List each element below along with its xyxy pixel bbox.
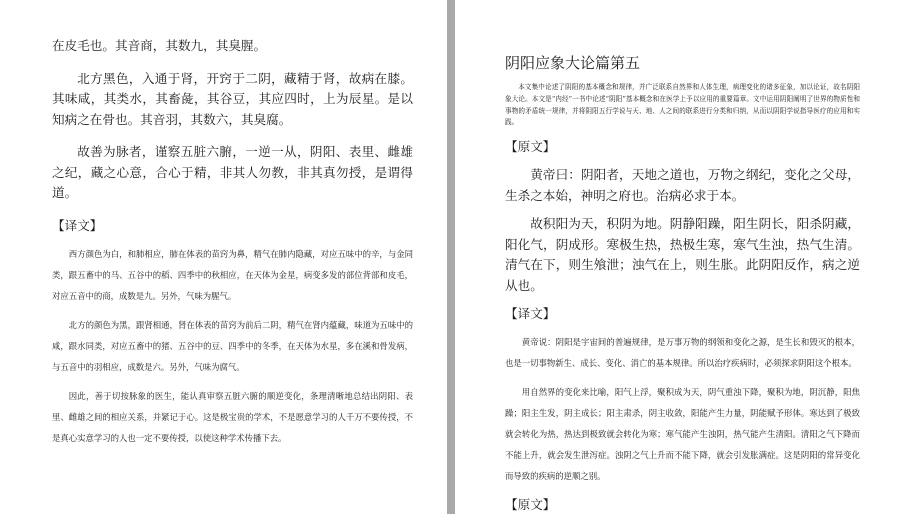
section-heading-translation: 【译文】 [52,217,103,233]
section-heading-original-2: 【原文】 [505,497,556,513]
original-text-1: 黄帝曰：阴阳者，天地之道也，万物之纲纪，变化之父母，生杀之本始，神明之府也。治病必求于本。 [505,167,860,203]
classic-text-north: 北方黑色，入通于肾，开窍于二阴，藏精于肾，故病在膝。其味咸，其类水，其畜彘，其谷豆，其应四时，上为辰星。是以知病之在骨也。其音羽，其数六，其臭腐。 [52,70,413,127]
chapter-intro: 本文集中论述了阴阳的基本概念和规律，并广泛联系自然界和人体生理，病理变化的诸多征象，加以论证，故名阴阳象大论。本文是“内经”一书中论述“阴阳”基本概念和在医学上予以应用的重要篇章。文中运用阴阳阐明了世界的物质性和事物的矛盾统一规律，并将阴阳五行学说与天、地、人之间的联系进行分类和归纳，从而以阴阳学说指导医疗的应用和实践。 [505,83,860,127]
left-page [0,0,447,514]
translation-text-2: 用自然界的变化来比喻，阳气上浮，聚积成为天，阴气重浊下降，聚积为地，阴沉静，阳焦躁；阳主生发，阴主成长；阳主肃杀，阴主收敛，阳能产生力量，阴能赋予形体。寒达到了极致就会转化为热，热达到极致就会转化为寒；寒气能产生浊阴，热气能产生清阳。清阳之气下降而不能上升，就会发生泄泻症。浊阴之气上升而不能下降，就会引发胀满症。这是阴阳的常异变化而导致的疾病的逆顺之别。 [505,387,860,482]
classic-text-pulse: 故善为脉者，谨察五脏六腑，一逆一从，阴阳、表里、雌雄之纪，藏之心意，合心于精，非其人勿教，非其真勿授，是谓得道。 [52,144,413,200]
translation-pulse: 因此，善于切按脉象的医生，能认真审察五脏六腑的顺逆变化，条理清晰地总结出阴阳、表里、雌雄之间的相应关系，并紧记于心。这是极宝贵的学术，不是愿意学习的人千万不要传授，不是真心实意学习的人也一定不要传授，以使这种学术传播下去。 [52,390,413,443]
right-page [455,0,900,514]
translation-north: 北方的颜色为黑，跟肾相通，肾在体表的苗窍为前后二阴，精气在肾内蕴藏，味道为五味中的咸，跟水同类，对应五畜中的猪、五谷中的豆、四季中的冬季，在天体为水星，多在溪和骨发病，与五音中的羽相应，成数是六。另外，气味为腐气。 [52,319,413,372]
section-heading-original: 【原文】 [505,139,556,155]
chapter-title: 阴阳应象大论篇第五 [505,54,641,72]
translation-west: 西方颜色为白，和肺相应，肺在体表的苗窍为鼻，精气在肺内隐藏，对应五味中的辛，与金同类，跟五畜中的马、五谷中的稻、四季中的秋相应，在天体为金星，病变多发的部位背部和皮毛，对应五音中的商，成数是九。另外，气味为腥气。 [52,248,413,301]
translation-text-1: 黄帝说：阴阳是宇宙间的普遍规律，是万事万物的纲领和变化之源，是生长和毁灭的根本，也是一切事物新生、成长、变化、消亡的基本规律。所以治疗疾病时，必须探求阴阳这个根本。 [505,337,860,369]
section-heading-translation-right: 【译文】 [505,306,556,322]
original-text-2: 故积阳为天，积阴为地。阴静阳躁，阳生阴长，阳杀阴藏，阳化气，阴成形。寒极生热，热极生寒，寒气生浊，热气生清。清气在下，则生飧泄；浊气在上，则生胀。此阴阳反作，病之逆从也。 [505,216,860,293]
classic-text-continuation: 在皮毛也。其音商，其数九，其臭腥。 [52,38,267,53]
